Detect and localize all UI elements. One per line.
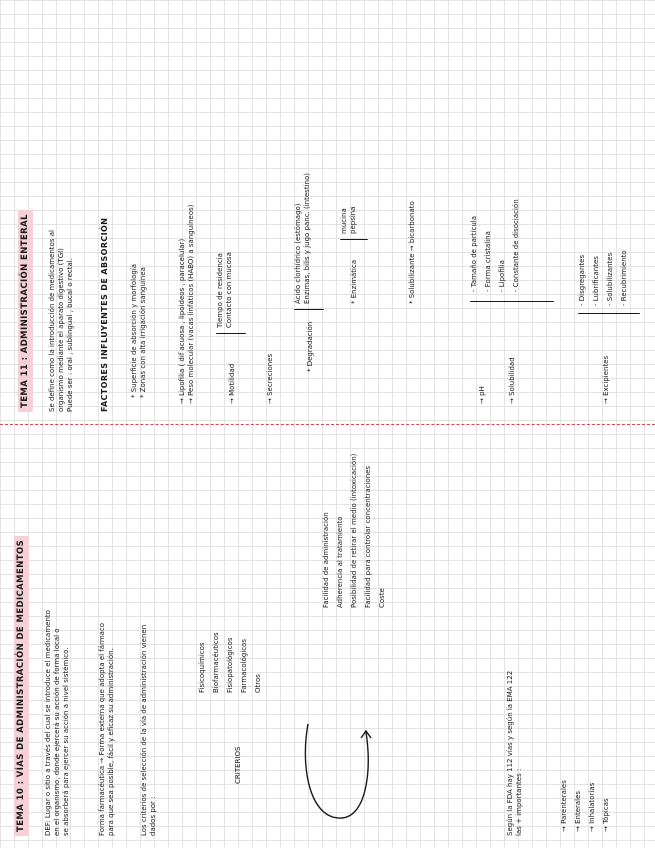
tema10-forma-line: para que sea posible, fácil y eficaz su administración. <box>106 648 115 836</box>
excipiente-item: - Disgregantes <box>578 254 586 306</box>
excipiente-item-label: Solubilizantes <box>606 252 614 302</box>
tema10-def-line: DEF: Lugar o sitio a través del cual se introduce el medicamento <box>44 610 52 836</box>
lipofilia-item: → Lipofilia ( dif acuosa , lipoideos , paracelular) <box>178 238 186 404</box>
otros-item: Adherencia al tratamiento <box>336 516 344 608</box>
factor-item: * Superficie de absorción y morfología <box>130 263 138 398</box>
factores-title: FACTORES INFLUYENTES DE ABSORCIÓN <box>100 217 109 412</box>
motilidad-item: Tiempo de residencia <box>216 253 224 328</box>
via-label: Enterales <box>574 790 582 824</box>
lipofilia-list <box>178 205 196 405</box>
solubilidad-item: - Constante de disociación <box>512 199 520 292</box>
via-item: → Tópicas <box>602 798 610 832</box>
solubilidad-item-label: Lipofilia <box>498 260 506 288</box>
lipofilia-item: → Peso molecular (vacas linfáticos (HABO) a sanguíneos) <box>186 204 195 404</box>
excipiente-item-label: Disgregantes <box>578 254 586 302</box>
solubilidad-label: → Solubilidad <box>508 357 516 404</box>
tema10-def-line: se absorberá para ejercer su acción a nivel sistémico. <box>61 647 70 836</box>
solubilidad-item-label: Tamaño de partícula <box>470 215 478 288</box>
excipientes-items <box>578 250 634 306</box>
via-label: Parenterales <box>560 780 568 824</box>
otros-item: Facilidad para controlar concentraciones <box>364 465 372 608</box>
degradacion-item: Ácido clorhídrico (estómago) <box>294 203 302 304</box>
excipiente-item-label: Lubrificantes <box>592 256 600 302</box>
fda-line: Según la FDA hay 112 vías y según la EMA 122 <box>506 670 514 836</box>
criterio-item: Farmacológicos <box>240 638 248 693</box>
degradacion-item: Enzimas, bilis y jugo panc. (intestino) <box>302 173 311 304</box>
factores-list <box>130 264 148 398</box>
factor-item: * Zonas con alta irrigación sanguínea <box>138 267 147 398</box>
solubilidad-item: - Forma cristalina <box>484 231 492 292</box>
tema10-criterios-intro <box>140 625 158 836</box>
motilidad-items <box>216 252 234 328</box>
degradacion-label: * Degradación <box>306 321 314 372</box>
tema11-title: TEMA 11 : ADMINISTRACIÓN ENTERAL <box>18 210 33 412</box>
solubilidad-item: - Tamaño de partícula <box>470 215 478 292</box>
via-item: → Parenterales <box>560 780 568 832</box>
tema10-title: TEMA 10 : VÍAS DE ADMINISTRACIÓN DE MEDICAMENTOS <box>14 536 29 836</box>
criterio-item: Fisicoquímicos <box>198 642 206 693</box>
excipiente-item: - Lubrificantes <box>592 256 600 306</box>
ph-label: → pH <box>478 386 486 404</box>
excipiente-item-label: Recubrimiento <box>620 250 628 302</box>
criterio-item: Otros <box>254 674 262 693</box>
tema10-criterios-line: dados por : <box>148 796 157 836</box>
criterio-item: Fisiopatológicos <box>226 637 234 693</box>
excipiente-item: - Recubrimiento <box>620 250 628 306</box>
secreciones-label: → Secreciones <box>266 353 274 404</box>
via-label: Inhalatorias <box>588 782 596 824</box>
tema11-def-line: Puede ser : oral , sublingual , bucal o rectal. <box>65 258 74 412</box>
tema10-fda <box>506 671 524 836</box>
fda-line: las + importantes : <box>514 768 523 836</box>
vias-list <box>560 780 616 832</box>
otros-list <box>322 454 392 608</box>
tema10-definition <box>44 610 70 836</box>
otros-item: Posibilidad de retirar el medio (intoxicación) <box>350 453 358 608</box>
via-item: → Enterales <box>574 790 582 832</box>
motilidad-brace <box>216 333 246 334</box>
solubilidad-item: - Lipofilia <box>498 260 506 292</box>
motilidad-label: → Motilidad <box>228 363 236 404</box>
via-label: Tópicas <box>602 798 610 824</box>
criterios-label: CRITERIOS <box>234 746 242 784</box>
solubilizante: * Solubilizante → bicarbonato <box>408 201 416 304</box>
tema10-def-line: en el organismo, donde ejercerá su acción de forma local o <box>52 628 61 836</box>
solubilidad-brace <box>470 301 554 302</box>
criterios-list <box>198 632 268 693</box>
enzimas-item: pepsina <box>348 206 357 234</box>
enzimas-item: mucina <box>340 208 348 234</box>
tema10-criterios-line: Los criterios de selección de la vía de administración vienen <box>140 624 148 836</box>
tema10-forma-line: Forma farmacéutica → Forma externa que adopta el fármaco <box>98 622 106 836</box>
tema10-panel <box>0 424 655 848</box>
otros-item: Facilidad de administración <box>322 512 330 608</box>
tema11-def-line: Se define como la introducción de medicamentos al <box>48 230 56 412</box>
criterio-item: Biofarmacéuticos <box>212 632 220 693</box>
degradacion-items <box>294 173 312 304</box>
degradacion-brace <box>294 309 324 310</box>
solubilidad-item-label: Constante de disociación <box>512 199 520 288</box>
motilidad-item: Contacto con mucosa <box>224 252 233 328</box>
via-item: → Inhalatorias <box>588 782 596 832</box>
enzimas-items <box>340 206 358 234</box>
solubilidad-item-label: Forma cristalina <box>484 231 492 288</box>
enzimas-label: * Enzimática <box>350 259 358 304</box>
tema10-forma <box>98 623 116 836</box>
excipiente-item: - Solubilizantes <box>606 252 614 306</box>
tema11-def-line: organismo mediante el aparato digestivo (TGI) <box>56 248 65 412</box>
otros-item: Coste <box>378 588 386 608</box>
enzimas-brace <box>340 239 368 240</box>
excipientes-brace <box>578 313 640 314</box>
solubilidad-items <box>470 199 526 292</box>
tema11-definition <box>48 230 74 412</box>
otros-curved-arrow <box>300 718 380 828</box>
excipientes-label: → Excipientes <box>602 355 610 404</box>
